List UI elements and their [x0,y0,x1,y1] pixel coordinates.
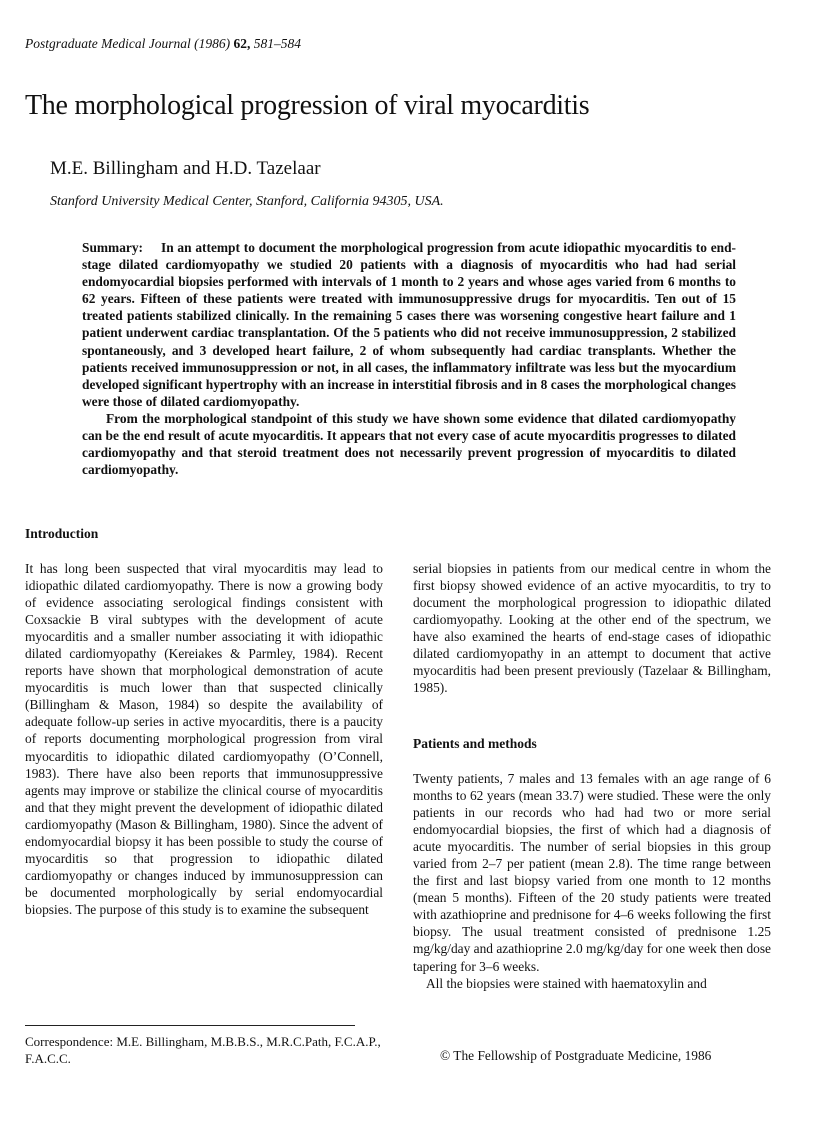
methods-column [413,770,771,992]
right-column [413,560,771,696]
methods-heading: Patients and methods [413,736,537,751]
abstract-text: In an attempt to document the morphological progression from acute idiopathic myocarditis to end-stage dilated cardiomyopathy we studied 20 patients with a diagnosis of myocarditis who had had serial endomyocardial biopsies performed with intervals of 1 month to 2 years and whose ages varied from 6 months to 62 years. Fifteen of these patients were treated with immunosuppressive drugs for myocarditis. Ten out of 15 treated patients stabilized clinically. In the remaining 5 cases there was worsening congestive heart failure and 1 patient underwent cardiac transplantation. Of the 5 patients who did not receive immunosuppression, 2 stabilized spontaneously, and 3 developed heart failure, 2 of whom subsequently had cardiac transplants. Whether the patients received immunosuppression or not, in all cases, the inflammatory infiltrate was less but the myocardium developed significant hypertrophy with an increase in interstitial fibrosis and in 8 cases the morphological changes were those of dilated cardiomyopathy. [82,240,736,409]
journal-citation [25,36,301,52]
abstract [82,239,736,478]
introduction-continued: serial biopsies in patients from our medical centre in whom the first biopsy showed evidence of an active myocarditis, to try to document the morphological progression to idiopathic dilated cardiomyopathy. Looking at the other end of the spectrum, we have also examined the hearts of end-stage cases of idiopathic dilated cardiomyopathy in an attempt to document that active myocarditis had been present previously (Tazelaar & Billingham, 1985). [413,561,771,696]
introduction-text: It has long been suspected that viral myocarditis may lead to idiopathic dilated cardiomyopathy. There is now a growing body of evidence associating serological findings consistent with Coxsackie B viral subtypes with the development of acute myocarditis and a smaller number associating it with idiopathic dilated cardiomyopathy (Kereiakes & Parmley, 1984). Recent reports have shown that morphological demonstration of acute myocarditis is much lower than that suspected clinically (Billingham & Mason, 1984) so despite the availability of adequate follow-up series in active myocarditis, there is a paucity of reports documenting morphological progression from viral myocarditis to idiopathic dilated cardiomyopathy (O’Connell, 1983). There have also been reports that immunosuppressive agents may improve or stabilize the clinical course of myocarditis and that they might prevent the development of idiopathic dilated cardiomyopathy (Mason & Billingham, 1980). Since the advent of endomyocardial biopsy it has been possible to study the course of myocarditis so that progression to idiopathic dilated cardiomyopathy or changes induced by immunosuppression can be documented morphologically by serial endomyocardial biopsies. The purpose of this study is to examine the subsequent [25,561,383,917]
introduction-heading: Introduction [25,526,99,541]
methods-text-2: All the biopsies were stained with haematoxylin and [426,975,707,991]
copyright-notice: © The Fellowship of Postgraduate Medicine, 1986 [440,1048,712,1063]
abstract-paragraph [82,239,736,410]
journal-pages: 581–584 [253,36,301,51]
abstract-label: Summary: [82,240,143,255]
article-title: The morphological progression of viral myocarditis [25,90,590,121]
affiliation: Stanford University Medical Center, Stanford, California 94305, USA. [50,194,444,209]
journal-year: (1986) [194,36,231,51]
footnote-divider [25,1025,355,1026]
journal-name: Postgraduate Medical Journal [25,36,191,51]
introduction-column [25,560,383,918]
journal-volume: 62, [233,36,251,51]
methods-text: Twenty patients, 7 males and 13 females with an age range of 6 months to 62 years (mean 33.7) were studied. These were the only patients in our records who had had two or more serial endomyocardial biopsies, the first of which had a diagnosis of acute myocarditis. The number of serial biopsies in this group varied from 2–7 per patient (mean 2.8). The time range between the first and last biopsy varied from one month to 12 months (mean 5 months). Fifteen of the 20 study patients were treated with azathioprine and prednisone for 4–6 weeks following the first biopsy. The usual treatment consisted of prednisone 1.25 mg/kg/day and azathioprine 2.0 mg/kg/day for one week then dose tapering for 3–6 weeks. [413,771,771,974]
abstract-paragraph-2: From the morphological standpoint of this study we have shown some evidence that dilated cardiomyopathy can be the end result of acute myocarditis. It appears that not every case of acute myocarditis progresses to dilated cardiomyopathy and that steroid treatment does not necessarily prevent progression of myocarditis to dilated cardiomyopathy. [82,410,736,478]
authors: M.E. Billingham and H.D. Tazelaar [50,158,321,179]
correspondence-note: Correspondence: M.E. Billingham, M.B.B.S., M.R.C.Path, F.C.A.P., F.A.C.C. [25,1034,381,1066]
